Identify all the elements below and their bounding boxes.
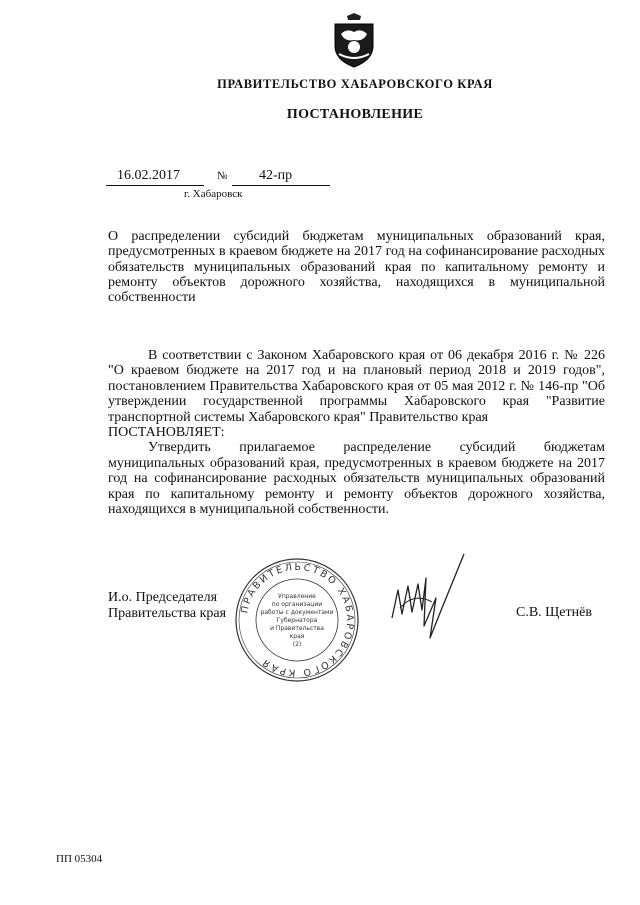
official-stamp: [233, 556, 361, 684]
footer-code: ПП 05304: [56, 853, 103, 865]
document-type: ПОСТАНОВЛЕНИЕ: [286, 107, 424, 122]
coat-of-arms-emblem: [331, 12, 377, 68]
signatory-position: [108, 590, 226, 621]
number-sign: №: [217, 170, 228, 182]
resolves-word: ПОСТАНОВЛЯЕТ:: [108, 425, 225, 441]
stamp-line-2: по организации: [271, 601, 323, 608]
position-line-2: Правительства края: [108, 605, 227, 621]
stamp-line-7: (2): [292, 641, 302, 648]
stamp-line-3: работы с документами: [260, 609, 334, 616]
signatory-name: С.В. Щетнёв: [516, 605, 592, 620]
document-subject: О распределении субсидий бюджетам муниципальных образований края, предусмотренных в краевом бюджете на 2017 год на софинансирование расходных обязательств муниципальных образований края по капитальному ремонту и ремонту объектов дорожного хозяйства, находящихся в муниципальной собственности: [108, 229, 605, 306]
stamp-outer-text: ПРАВИТЕЛЬСТВО ХАБАРОВСКОГО КРАЯ: [239, 561, 356, 679]
stamp-line-5: и Правительства: [270, 625, 324, 632]
position-line-1: И.о. Председателя: [108, 590, 218, 605]
document-body: [108, 348, 605, 517]
document-date: 16.02.2017: [117, 168, 180, 183]
government-title: ПРАВИТЕЛЬСТВО ХАБАРОВСКОГО КРАЯ: [217, 77, 493, 91]
handwritten-signature: [380, 548, 480, 648]
city: г. Хабаровск: [184, 188, 243, 200]
stamp-line-6: края: [289, 633, 305, 640]
preamble-paragraph: В соответствии с Законом Хабаровского края от 06 декабря 2016 г. № 226 "О краевом бюджете на 2017 год и на плановый период 2018 и 2019 годов", постановлением Правительства Хабаровского края от 05 мая 2012 г. № 146-пр "Об утверждении государственной программы Хабаровского края "Развитие транспортной системы Хабаровского края" Правительство края: [108, 348, 605, 425]
decision-paragraph: Утвердить прилагаемое распределение субсидий бюджетам муниципальных образований края, предусмотренных в краевом бюджете на 2017 год на софинансирование расходных обязательств муниципальных образований края по капитальному ремонту и ремонту объектов дорожного хозяйства, находящихся в муниципальной собственности.: [108, 440, 605, 518]
document-number: 42-пр: [259, 168, 293, 183]
stamp-line-1: Управление: [278, 593, 316, 600]
stamp-line-4: Губернатора: [276, 617, 318, 624]
